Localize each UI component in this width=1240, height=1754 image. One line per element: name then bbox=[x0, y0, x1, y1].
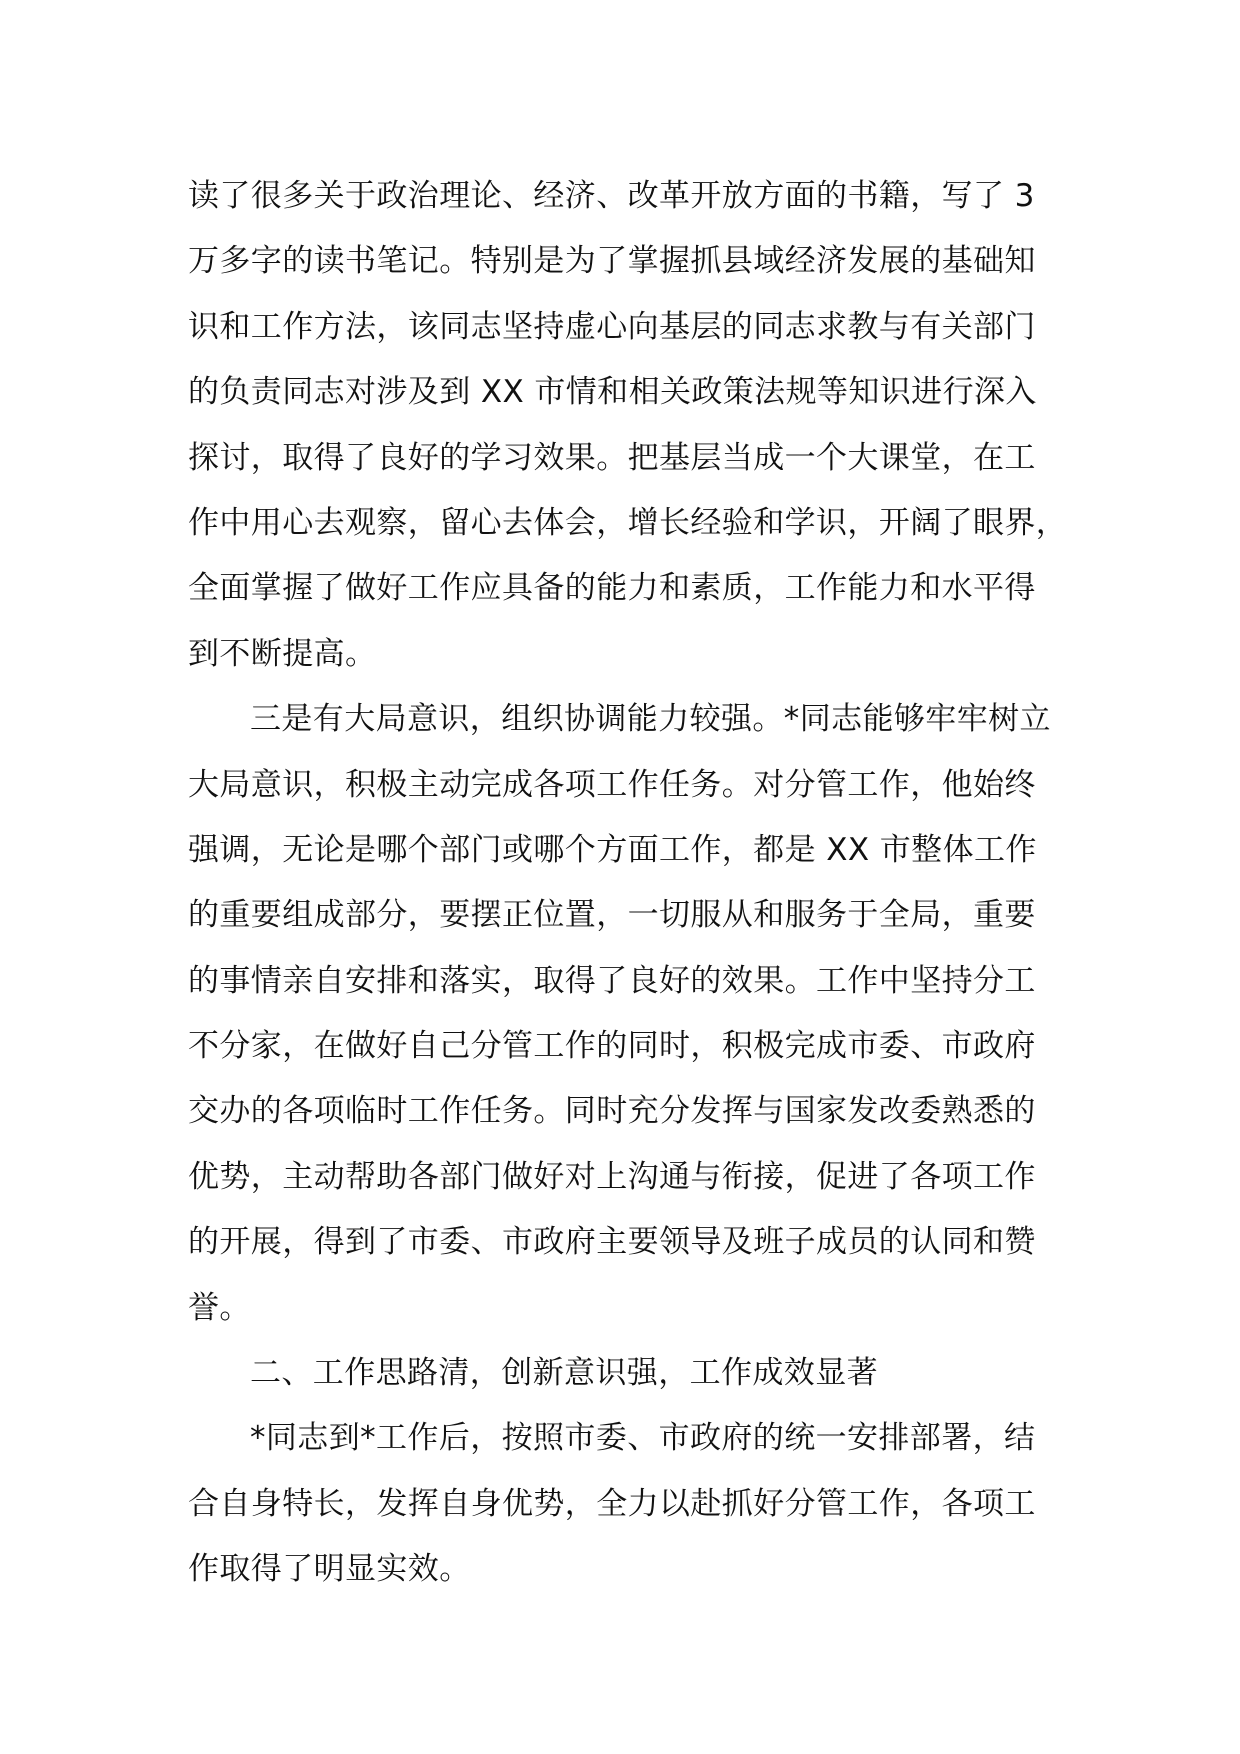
text-line: 合自身特长，发挥自身优势，全力以赴抓好分管工作，各项工 bbox=[188, 1485, 1036, 1522]
text-line: 作中用心去观察，留心去体会，增长经验和学识，开阔了眼界， bbox=[188, 504, 1068, 541]
text-line: 的事情亲自安排和落实，取得了良好的效果。工作中坚持分工 bbox=[188, 962, 1036, 999]
paragraph-start-line: *同志到*工作后，按照市委、市政府的统一安排部署，结 bbox=[250, 1420, 1036, 1457]
text-line: 交办的各项临时工作任务。同时充分发挥与国家发改委熟悉的 bbox=[188, 1093, 1036, 1130]
section-heading: 二、工作思路清，创新意识强，工作成效显著 bbox=[250, 1355, 878, 1392]
text-line: 全面掌握了做好工作应具备的能力和素质，工作能力和水平得 bbox=[188, 570, 1036, 607]
text-line: 优势，主动帮助各部门做好对上沟通与衔接，促进了各项工作 bbox=[188, 1158, 1036, 1195]
body-text bbox=[188, 164, 1068, 1603]
text-line: 不分家，在做好自己分管工作的同时，积极完成市委、市政府 bbox=[188, 1028, 1036, 1065]
text-line: 到不断提高。 bbox=[188, 635, 377, 672]
text-line: 作取得了明显实效。 bbox=[188, 1551, 471, 1588]
text-line: 的负责同志对涉及到 XX 市情和相关政策法规等知识进行深入 bbox=[188, 374, 1037, 411]
text-line: 誉。 bbox=[188, 1289, 251, 1326]
paragraph-start-line: 三是有大局意识，组织协调能力较强。*同志能够牢牢树立 bbox=[250, 701, 1051, 738]
text-line: 识和工作方法，该同志坚持虚心向基层的同志求教与有关部门 bbox=[188, 308, 1036, 345]
text-line: 探讨，取得了良好的学习效果。把基层当成一个大课堂，在工 bbox=[188, 439, 1036, 476]
text-line: 的开展，得到了市委、市政府主要领导及班子成员的认同和赞 bbox=[188, 1224, 1036, 1261]
text-line: 万多字的读书笔记。特别是为了掌握抓县域经济发展的基础知 bbox=[188, 243, 1036, 280]
text-line: 大局意识，积极主动完成各项工作任务。对分管工作，他始终 bbox=[188, 766, 1036, 803]
text-line: 强调，无论是哪个部门或哪个方面工作，都是 XX 市整体工作 bbox=[188, 831, 1037, 868]
text-line: 的重要组成部分，要摆正位置，一切服从和服务于全局，重要 bbox=[188, 897, 1036, 934]
text-line: 读了很多关于政治理论、经济、改革开放方面的书籍，写了 3 bbox=[188, 178, 1035, 214]
